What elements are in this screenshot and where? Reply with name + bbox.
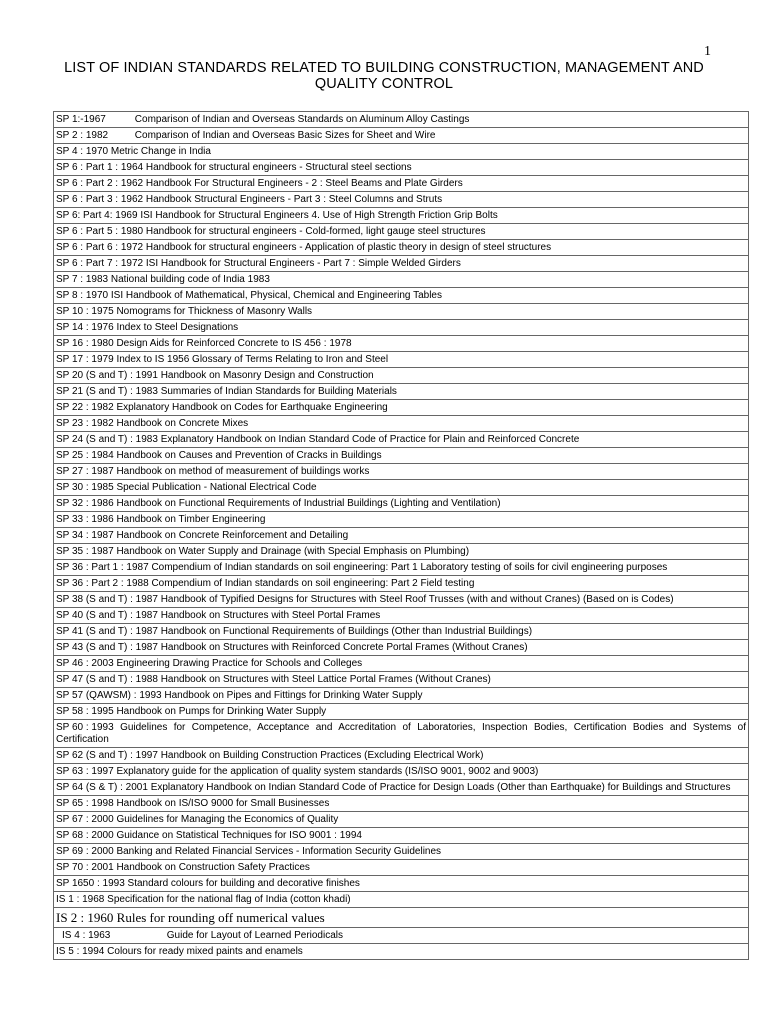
standard-title: Compendium of Indian standards on soil engineering: Part 2 Field testing <box>151 578 475 589</box>
standard-code: SP 25 : 1984 <box>56 450 114 461</box>
standard-code: IS 1 : 1968 <box>56 894 105 905</box>
standard-code: SP 1650 : 1993 <box>56 878 125 889</box>
standard-code: SP 6: Part 4: 1969 <box>56 210 138 221</box>
standard-title: Colours for ready mixed paints and enamels <box>107 946 303 957</box>
table-row <box>54 812 748 828</box>
standard-code: SP 65 : 1998 <box>56 798 114 809</box>
table-row <box>54 448 748 464</box>
standard-code: SP 21 (S and T) : 1983 <box>56 386 158 397</box>
standard-code: SP 68 : 2000 <box>56 830 114 841</box>
standard-code: SP 23 : 1982 <box>56 418 114 429</box>
table-row <box>54 928 748 944</box>
table-row <box>54 480 748 496</box>
table-row <box>54 944 748 960</box>
standard-code: SP 32 : 1986 <box>56 498 114 509</box>
standard-title: Handbook on Timber Engineering <box>116 514 266 525</box>
table-row <box>54 876 748 892</box>
standard-title: Handbook for structural engineers - Structural steel sections <box>145 162 412 173</box>
table-row <box>54 764 748 780</box>
standard-code: IS 4 : 1963 <box>62 930 111 941</box>
standard-title: ISI Handbook for Structural Engineers 4. Use of High Strength Friction Grip Bolts <box>140 210 498 221</box>
standard-code: SP 2 : 1982 <box>56 130 109 141</box>
standard-title: Explanatory Handbook on Indian Standard Code of Practice for Design Loads (Other than Earthquake) for Buildings and Structures <box>150 782 731 793</box>
table-row <box>54 160 748 176</box>
standard-title: Handbook on IS/ISO 9000 for Small Businesses <box>116 798 330 809</box>
table-row <box>54 400 748 416</box>
standard-title: Handbook on Concrete Mixes <box>116 418 249 429</box>
standard-code: SP 33 : 1986 <box>56 514 114 525</box>
table-row <box>54 368 748 384</box>
standard-code: SP 60 : 1993 <box>56 722 114 733</box>
standard-title: Handbook on Functional Requirements of Industrial Buildings (Lighting and Ventilation) <box>116 498 501 509</box>
standard-title: Standard colours for building and decorative finishes <box>127 878 360 889</box>
standard-title: ISI Handbook of Mathematical, Physical, Chemical and Engineering Tables <box>110 290 442 301</box>
table-row <box>54 780 748 796</box>
table-row <box>54 352 748 368</box>
page-number: 1 <box>704 44 711 59</box>
standard-title: Handbook on Causes and Prevention of Cracks in Buildings <box>116 450 382 461</box>
standard-title: Banking and Related Financial Services - Information Security Guidelines <box>116 846 442 857</box>
table-row <box>54 828 748 844</box>
document-title: LIST OF INDIAN STANDARDS RELATED TO BUILDING CONSTRUCTION, MANAGEMENT AND QUALITY CONTROL <box>64 60 704 92</box>
table-row <box>54 704 748 720</box>
standard-title: Handbook on method of measurement of buildings works <box>116 466 370 477</box>
standard-title: Index to Steel Designations <box>116 322 239 333</box>
standard-code: SP 40 (S and T) : 1987 <box>56 610 158 621</box>
standard-title: Index to IS 1956 Glossary of Terms Relating to Iron and Steel <box>116 354 389 365</box>
table-row <box>54 128 748 144</box>
standard-code: SP 20 (S and T) : 1991 <box>56 370 158 381</box>
table-row <box>54 384 748 400</box>
table-row <box>54 656 748 672</box>
standard-title: Handbook for structural engineers - Cold-formed, light gauge steel structures <box>145 226 486 237</box>
standard-code: SP 6 : Part 1 : 1964 <box>56 162 144 173</box>
standard-title: Explanatory guide for the application of quality system standards (IS/ISO 9001, 9002 and 9003) <box>116 766 539 777</box>
standard-title: Handbook of Typified Designs for Structures with Steel Roof Trusses (with and without Cranes) (Based on is Codes) <box>160 594 674 605</box>
standard-title: Comparison of Indian and Overseas Basic Sizes for Sheet and Wire <box>134 130 436 141</box>
standard-title: Summaries of Indian Standards for Building Materials <box>160 386 397 397</box>
standard-code: SP 43 (S and T) : 1987 <box>56 642 158 653</box>
table-row <box>54 192 748 208</box>
table-row <box>54 272 748 288</box>
standard-title: Handbook on Functional Requirements of Buildings (Other than Industrial Buildings) <box>160 626 533 637</box>
standard-title: Handbook on Construction Safety Practices <box>116 862 310 873</box>
standard-code: IS 5 : 1994 <box>56 946 105 957</box>
table-row <box>54 592 748 608</box>
standard-title: Explanatory Handbook on Indian Standard Code of Practice for Plain and Reinforced Concrete <box>160 434 580 445</box>
standard-code: SP 36 : Part 1 : 1987 <box>56 562 149 573</box>
table-row <box>54 208 748 224</box>
standard-title: Metric Change in India <box>110 146 211 157</box>
standard-title: Specification for the national flag of India (cotton khadi) <box>107 894 351 905</box>
table-row <box>54 796 748 812</box>
standard-code: SP 6 : Part 2 : 1962 <box>56 178 144 189</box>
standard-title: Handbook on Structures with Reinforced Concrete Portal Frames (Without Cranes) <box>160 642 528 653</box>
standard-title: Engineering Drawing Practice for Schools and Colleges <box>116 658 363 669</box>
table-row <box>54 844 748 860</box>
standard-code: SP 46 : 2003 <box>56 658 114 669</box>
standard-code: SP 14 : 1976 <box>56 322 114 333</box>
standard-title: Handbook For Structural Engineers - 2 : Steel Beams and Plate Girders <box>145 178 463 189</box>
standard-code: SP 6 : Part 7 : 1972 <box>56 258 144 269</box>
standard-code: SP 4 : 1970 <box>56 146 109 157</box>
table-row <box>54 256 748 272</box>
standard-title: Explanatory Handbook on Codes for Earthquake Engineering <box>116 402 388 413</box>
standard-code: SP 1:-1967 <box>56 114 106 125</box>
table-row <box>54 512 748 528</box>
standard-code: SP 58 : 1995 <box>56 706 114 717</box>
table-row <box>54 720 748 748</box>
standard-code: SP 7 : 1983 <box>56 274 109 285</box>
standard-title: Handbook Structural Engineers - Part 3 : Steel Columns and Struts <box>145 194 443 205</box>
standard-code: SP 17 : 1979 <box>56 354 114 365</box>
standard-title: Compendium of Indian standards on soil engineering: Part 1 Laboratory testing of soils for civil engineering purposes <box>151 562 668 573</box>
table-row <box>54 528 748 544</box>
standard-title: Handbook for structural engineers - Application of plastic theory in design of steel structures <box>145 242 552 253</box>
standard-code: SP 38 (S and T) : 1987 <box>56 594 158 605</box>
table-row <box>54 672 748 688</box>
table-row <box>54 416 748 432</box>
table-row <box>54 432 748 448</box>
table-row <box>54 112 748 128</box>
standard-title: National building code of India 1983 <box>110 274 270 285</box>
standard-title: ISI Handbook for Structural Engineers - Part 7 : Simple Welded Girders <box>145 258 461 269</box>
standard-code: SP 63 : 1997 <box>56 766 114 777</box>
table-row <box>54 336 748 352</box>
standard-code: IS 2 : 1960 <box>56 910 114 925</box>
table-row <box>54 464 748 480</box>
table-row <box>54 748 748 764</box>
table-row <box>54 624 748 640</box>
standard-code: SP 22 : 1982 <box>56 402 114 413</box>
standard-title: Handbook on Water Supply and Drainage (with Special Emphasis on Plumbing) <box>116 546 470 557</box>
table-row <box>54 908 748 928</box>
table-row <box>54 688 748 704</box>
standard-title: Special Publication - National Electrical Code <box>116 482 317 493</box>
standard-title: Handbook on Concrete Reinforcement and Detailing <box>116 530 349 541</box>
table-row <box>54 224 748 240</box>
standard-code: SP 69 : 2000 <box>56 846 114 857</box>
standard-code: SP 8 : 1970 <box>56 290 109 301</box>
standard-code: SP 70 : 2001 <box>56 862 114 873</box>
table-row <box>54 496 748 512</box>
table-row <box>54 892 748 908</box>
standard-code: SP 10 : 1975 <box>56 306 114 317</box>
standard-title: Design Aids for Reinforced Concrete to IS 456 : 1978 <box>116 338 352 349</box>
table-row <box>54 560 748 576</box>
table-row <box>54 176 748 192</box>
standard-code: SP 67 : 2000 <box>56 814 114 825</box>
standard-title: Handbook on Structures with Steel Portal Frames <box>160 610 381 621</box>
standard-code: SP 6 : Part 6 : 1972 <box>56 242 144 253</box>
standard-code: SP 6 : Part 3 : 1962 <box>56 194 144 205</box>
table-row <box>54 640 748 656</box>
standard-title: Guidelines for Competence, Acceptance and Accreditation of Laboratories, Inspection Bodies, Certification Bodies and Systems of Certification <box>56 722 747 745</box>
standard-code: SP 36 : Part 2 : 1988 <box>56 578 149 589</box>
standard-code: SP 16 : 1980 <box>56 338 114 349</box>
standard-code: SP 27 : 1987 <box>56 466 114 477</box>
standard-code: SP 24 (S and T) : 1983 <box>56 434 158 445</box>
standard-code: SP 57 (QAWSM) : 1993 <box>56 690 162 701</box>
standard-title: Guide for Layout of Learned Periodicals <box>166 930 344 941</box>
standard-code: SP 41 (S and T) : 1987 <box>56 626 158 637</box>
standard-title: Guidance on Statistical Techniques for ISO 9001 : 1994 <box>116 830 362 841</box>
table-row <box>54 576 748 592</box>
standard-code: SP 30 : 1985 <box>56 482 114 493</box>
standard-code: SP 6 : Part 5 : 1980 <box>56 226 144 237</box>
table-row <box>54 320 748 336</box>
table-row <box>54 860 748 876</box>
table-row <box>54 144 748 160</box>
table-row <box>54 240 748 256</box>
standard-code: SP 34 : 1987 <box>56 530 114 541</box>
standards-table <box>53 111 749 960</box>
standard-code: SP 47 (S and T) : 1988 <box>56 674 158 685</box>
standard-code: SP 62 (S and T) : 1997 <box>56 750 158 761</box>
standard-title: Handbook on Pumps for Drinking Water Supply <box>116 706 327 717</box>
standard-code: SP 35 : 1987 <box>56 546 114 557</box>
standard-code: SP 64 (S & T) : 2001 <box>56 782 148 793</box>
standard-title: Rules for rounding off numerical values <box>116 910 325 925</box>
standard-title: Handbook on Structures with Steel Lattice Portal Frames (Without Cranes) <box>160 674 491 685</box>
table-row <box>54 608 748 624</box>
standard-title: Nomograms for Thickness of Masonry Walls <box>116 306 313 317</box>
table-row <box>54 544 748 560</box>
standard-title: Guidelines for Managing the Economics of Quality <box>116 814 339 825</box>
standard-title: Handbook on Pipes and Fittings for Drinking Water Supply <box>164 690 423 701</box>
table-row <box>54 304 748 320</box>
standard-title: Handbook on Masonry Design and Construction <box>160 370 374 381</box>
standard-title: Comparison of Indian and Overseas Standards on Aluminum Alloy Castings <box>134 114 470 125</box>
standard-title: Handbook on Building Construction Practices (Excluding Electrical Work) <box>160 750 484 761</box>
table-row <box>54 288 748 304</box>
